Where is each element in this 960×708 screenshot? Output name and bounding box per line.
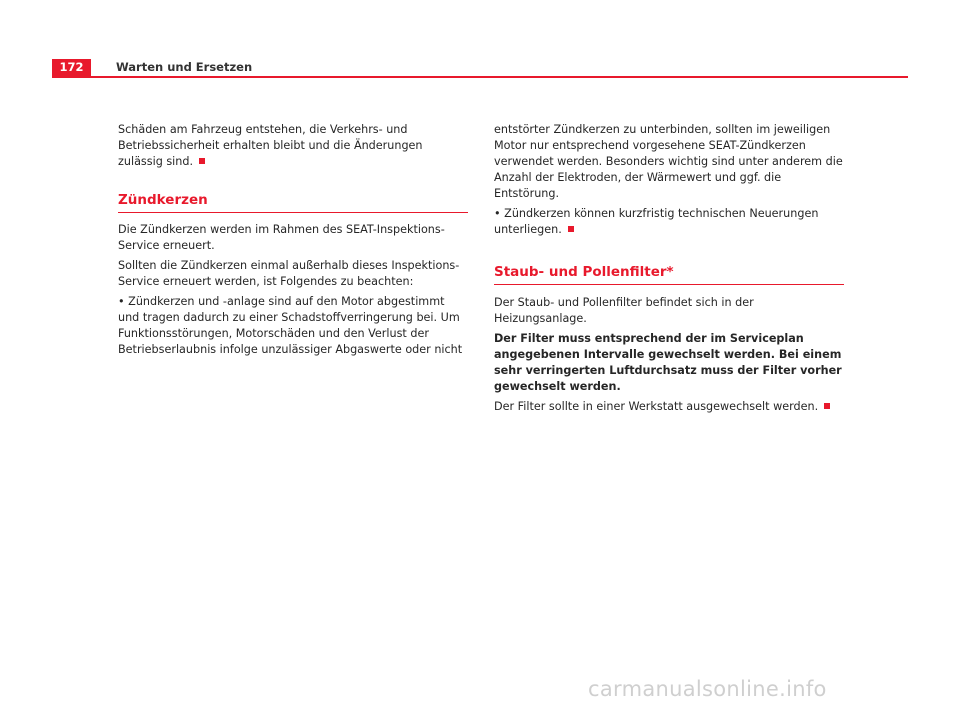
paragraph: [494, 399, 844, 415]
paragraph: Der Staub- und Pollenfilter befindet sich in der Heizungsanlage.: [494, 296, 754, 325]
paragraph-text: Der Filter sollte in einer Werkstatt ausgewechselt werden.: [494, 400, 819, 413]
bullet-item: [494, 206, 844, 238]
bullet-item: • Zündkerzen und -anlage sind auf den Motor abgestimmt und tragen dadurch zu einer Schadstoffverringerung bei. Um Funktionsstörungen, Motorschäden und den Verlust der Betriebserlaubnis infolge unzulässiger Abgaswerte oder nicht: [118, 295, 463, 356]
heading-staub-pollenfilter: Staub- und Pollenfilter*: [494, 264, 844, 285]
paragraph: entstörter Zündkerzen zu unterbinden, sollten im jeweiligen Motor nur entsprechend vorgesehene SEAT-Zündkerzen verwendet werden. Besonders wichtig sind unter anderem die Anzahl der Elektroden, der Wärmewert und ggf. die Entstörung.: [494, 123, 843, 200]
paragraph: Die Zündkerzen werden im Rahmen des SEAT-Inspektions-Service erneuert.: [118, 223, 445, 252]
right-column: [494, 122, 844, 419]
header-divider: [52, 76, 908, 78]
intro-paragraph: [118, 122, 468, 170]
section-end-marker: [568, 226, 574, 232]
heading-zuendkerzen: Zündkerzen: [118, 192, 468, 213]
page-header: [52, 56, 908, 78]
section-end-marker: [199, 158, 205, 164]
watermark: carmanualsonline.info: [588, 677, 827, 701]
bullet-text: • Zündkerzen können kurzfristig technischen Neuerungen unterliegen.: [494, 207, 819, 236]
chapter-title: Warten und Ersetzen: [116, 60, 253, 74]
left-column: [118, 122, 468, 362]
intro-text: Schäden am Fahrzeug entstehen, die Verkehrs- und Betriebssicherheit erhalten bleibt und die Änderungen zulässig sind.: [118, 123, 423, 168]
page-number: 172: [52, 59, 91, 76]
section-end-marker: [824, 403, 830, 409]
paragraph: Sollten die Zündkerzen einmal außerhalb dieses Inspektions-Service erneuert werden, ist Folgendes zu beachten:: [118, 259, 460, 288]
bold-paragraph: Der Filter muss entsprechend der im Serviceplan angegebenen Intervalle gewechselt werden. Bei einem sehr verringerten Luftdurchsatz muss der Filter vorher gewechselt werden.: [494, 332, 842, 393]
